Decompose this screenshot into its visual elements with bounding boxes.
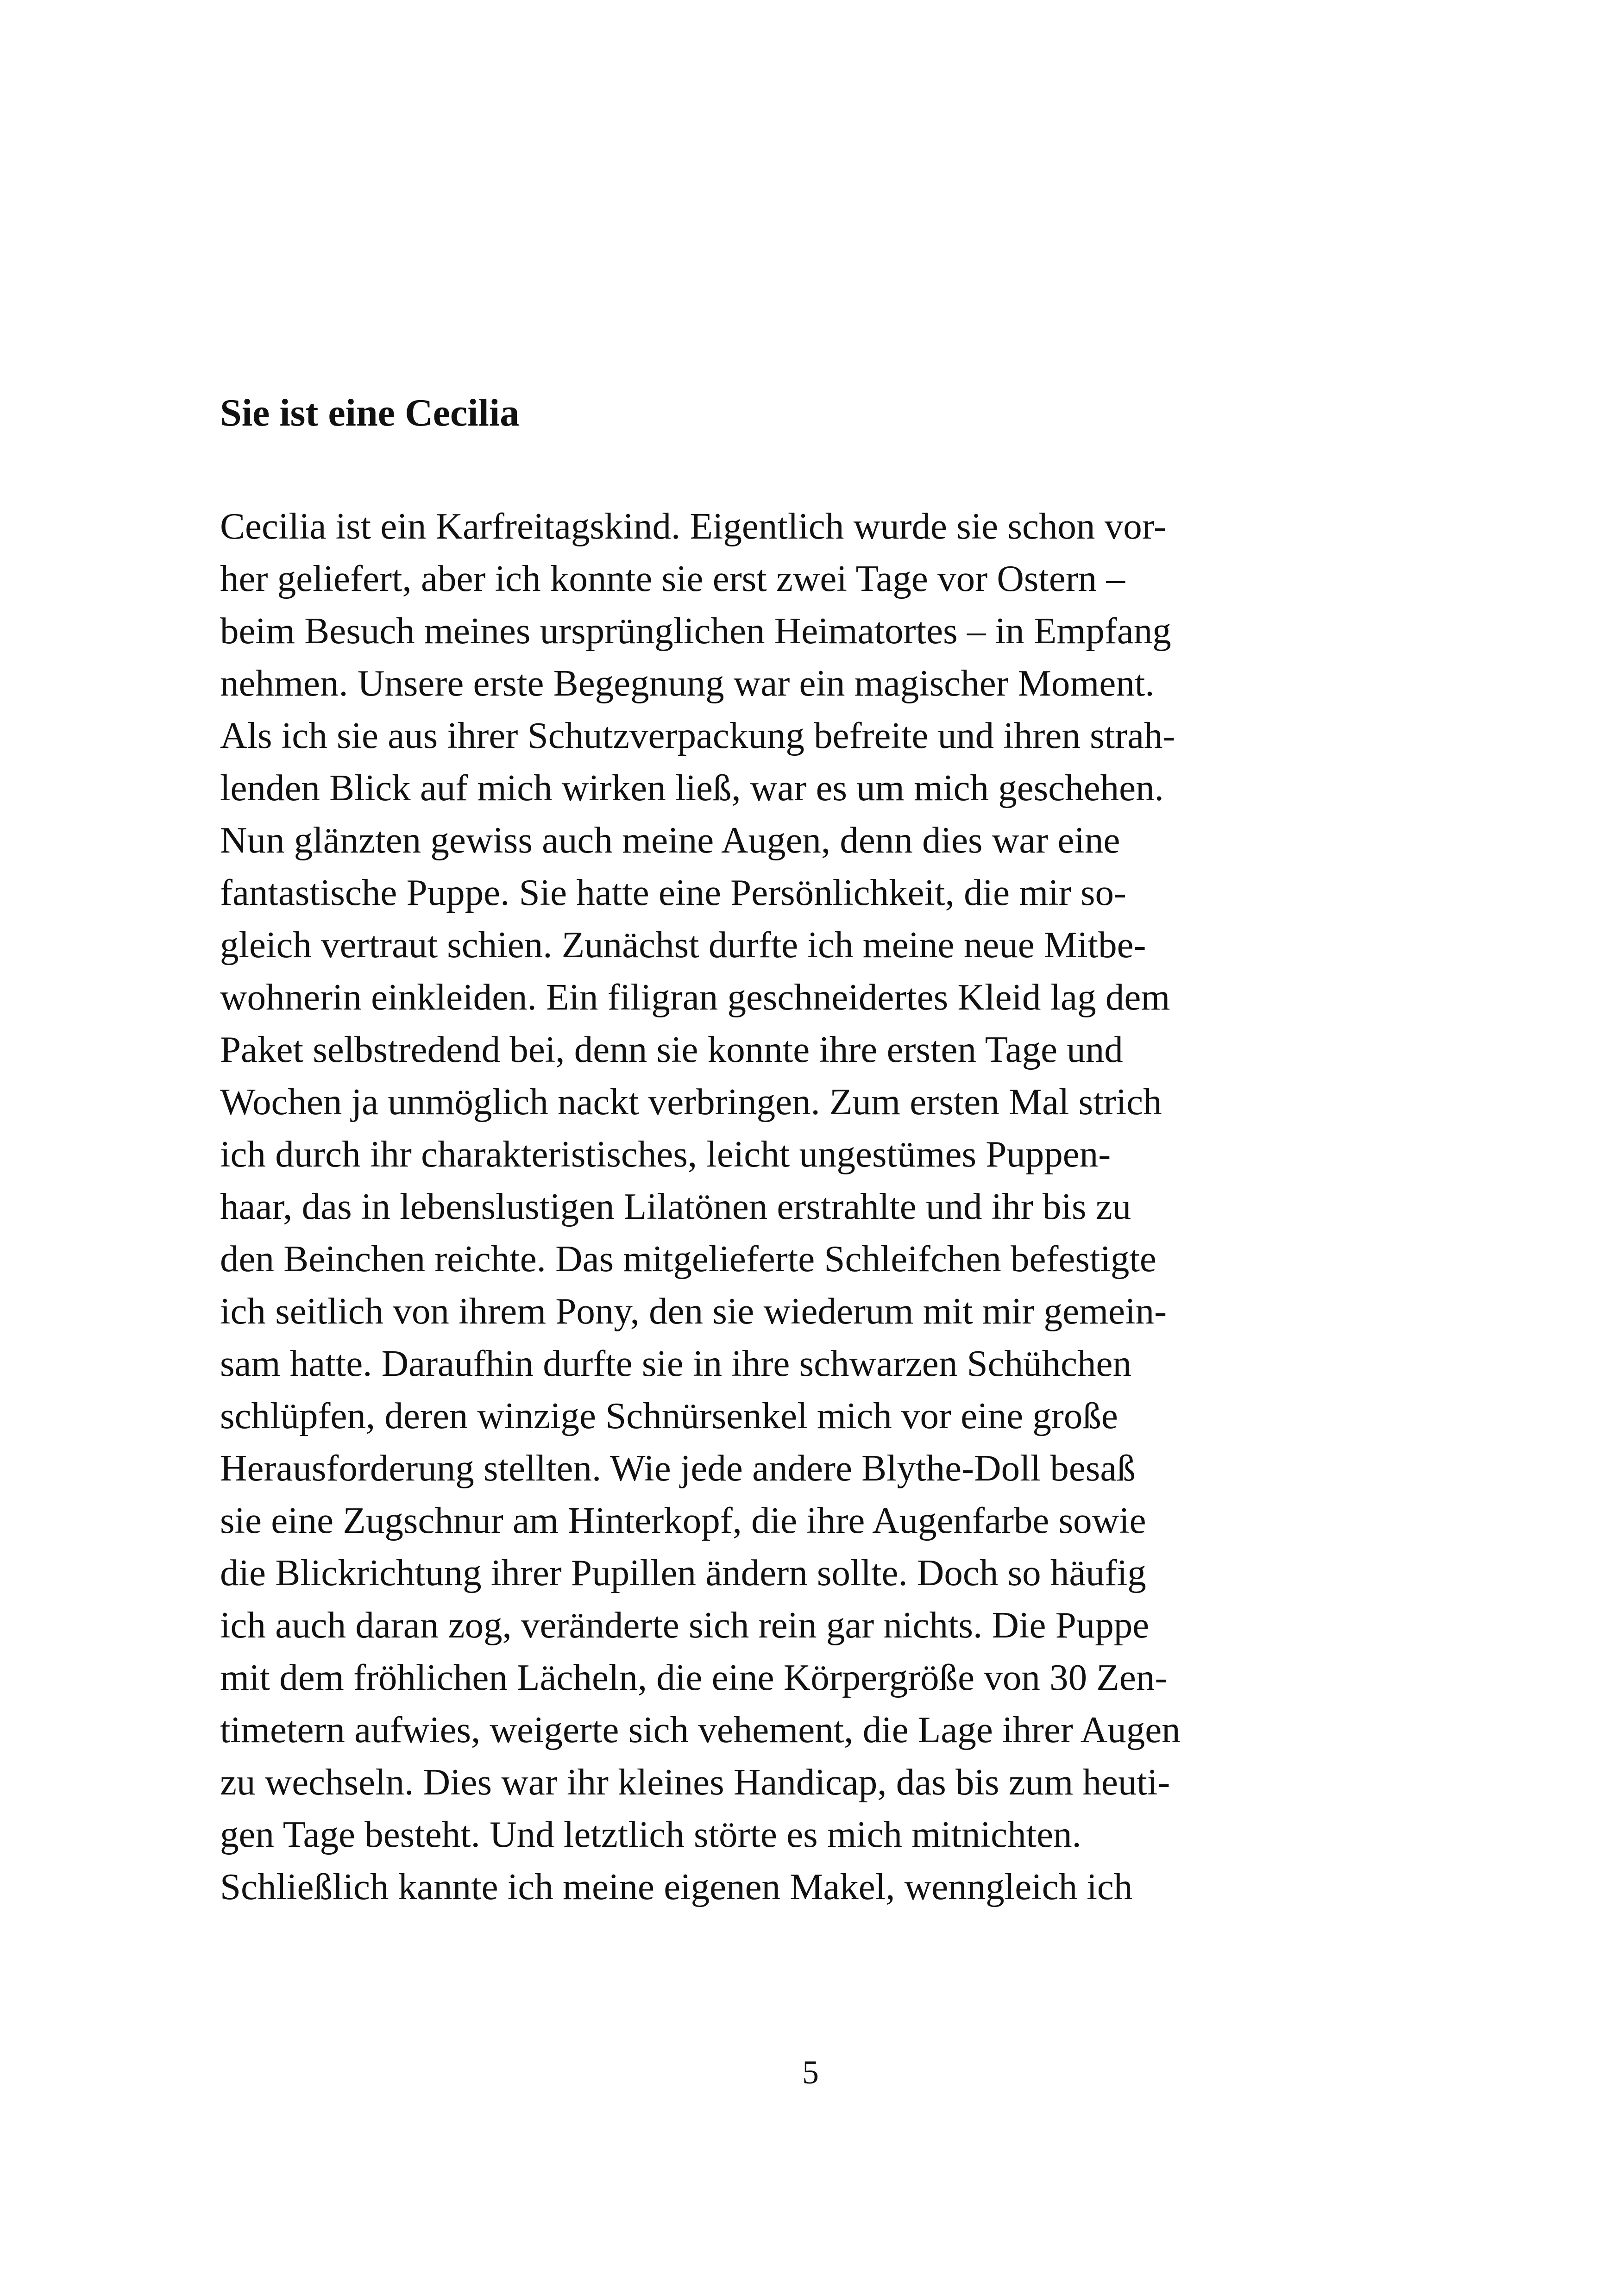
text-line: Nun glänzten gewiss auch meine Augen, denn dies war eine bbox=[220, 819, 1120, 861]
text-line: mit dem fröhlichen Lächeln, die eine Körpergröße von 30 Zen- bbox=[220, 1656, 1168, 1698]
text-line: ich seitlich von ihrem Pony, den sie wiederum mit mir gemein- bbox=[220, 1290, 1167, 1332]
text-line: fantastische Puppe. Sie hatte eine Persönlichkeit, die mir so- bbox=[220, 872, 1127, 913]
page-number: 5 bbox=[802, 2054, 819, 2091]
text-line: wohnerin einkleiden. Ein filigran geschneidertes Kleid lag dem bbox=[220, 976, 1170, 1018]
text-line: Wochen ja unmöglich nackt verbringen. Zum ersten Mal strich bbox=[220, 1081, 1162, 1123]
text-line: Paket selbstredend bei, denn sie konnte ihre ersten Tage und bbox=[220, 1029, 1123, 1070]
body-text bbox=[220, 500, 1406, 1913]
text-line: Herausforderung stellten. Wie jede andere Blythe-Doll besaß bbox=[220, 1447, 1136, 1489]
text-line: sam hatte. Daraufhin durfte sie in ihre schwarzen Schühchen bbox=[220, 1342, 1132, 1384]
chapter-title: Sie ist eine Cecilia bbox=[220, 391, 520, 434]
text-line: Als ich sie aus ihrer Schutzverpackung befreite und ihren strah- bbox=[220, 715, 1175, 756]
text-line: gleich vertraut schien. Zunächst durfte ich meine neue Mitbe- bbox=[220, 924, 1146, 966]
text-line: gen Tage besteht. Und letztlich störte es mich mitnichten. bbox=[220, 1813, 1081, 1855]
text-line: schlüpfen, deren winzige Schnürsenkel mich vor eine große bbox=[220, 1395, 1118, 1437]
text-line: Schließlich kannte ich meine eigenen Makel, wenngleich ich bbox=[220, 1866, 1133, 1907]
text-line: her geliefert, aber ich konnte sie erst zwei Tage vor Ostern – bbox=[220, 558, 1125, 599]
text-line: sie eine Zugschnur am Hinterkopf, die ihre Augenfarbe sowie bbox=[220, 1499, 1146, 1541]
text-line: zu wechseln. Dies war ihr kleines Handicap, das bis zum heuti- bbox=[220, 1761, 1170, 1803]
text-line: den Beinchen reichte. Das mitgelieferte Schleifchen befestigte bbox=[220, 1238, 1156, 1280]
text-line: nehmen. Unsere erste Begegnung war ein magischer Moment. bbox=[220, 662, 1155, 704]
text-line: ich durch ihr charakteristisches, leicht ungestümes Puppen- bbox=[220, 1133, 1111, 1175]
text-line: beim Besuch meines ursprünglichen Heimatortes – in Empfang bbox=[220, 610, 1171, 652]
text-line: Cecilia ist ein Karfreitagskind. Eigentlich wurde sie schon vor- bbox=[220, 505, 1167, 547]
text-line: die Blickrichtung ihrer Pupillen ändern sollte. Doch so häufig bbox=[220, 1552, 1146, 1593]
text-line: timetern aufwies, weigerte sich vehement, die Lage ihrer Augen bbox=[220, 1709, 1181, 1750]
text-line: ich auch daran zog, veränderte sich rein gar nichts. Die Puppe bbox=[220, 1604, 1150, 1646]
text-line: lenden Blick auf mich wirken ließ, war es um mich geschehen. bbox=[220, 767, 1164, 809]
text-line: haar, das in lebenslustigen Lilatönen erstrahlte und ihr bis zu bbox=[220, 1186, 1131, 1227]
